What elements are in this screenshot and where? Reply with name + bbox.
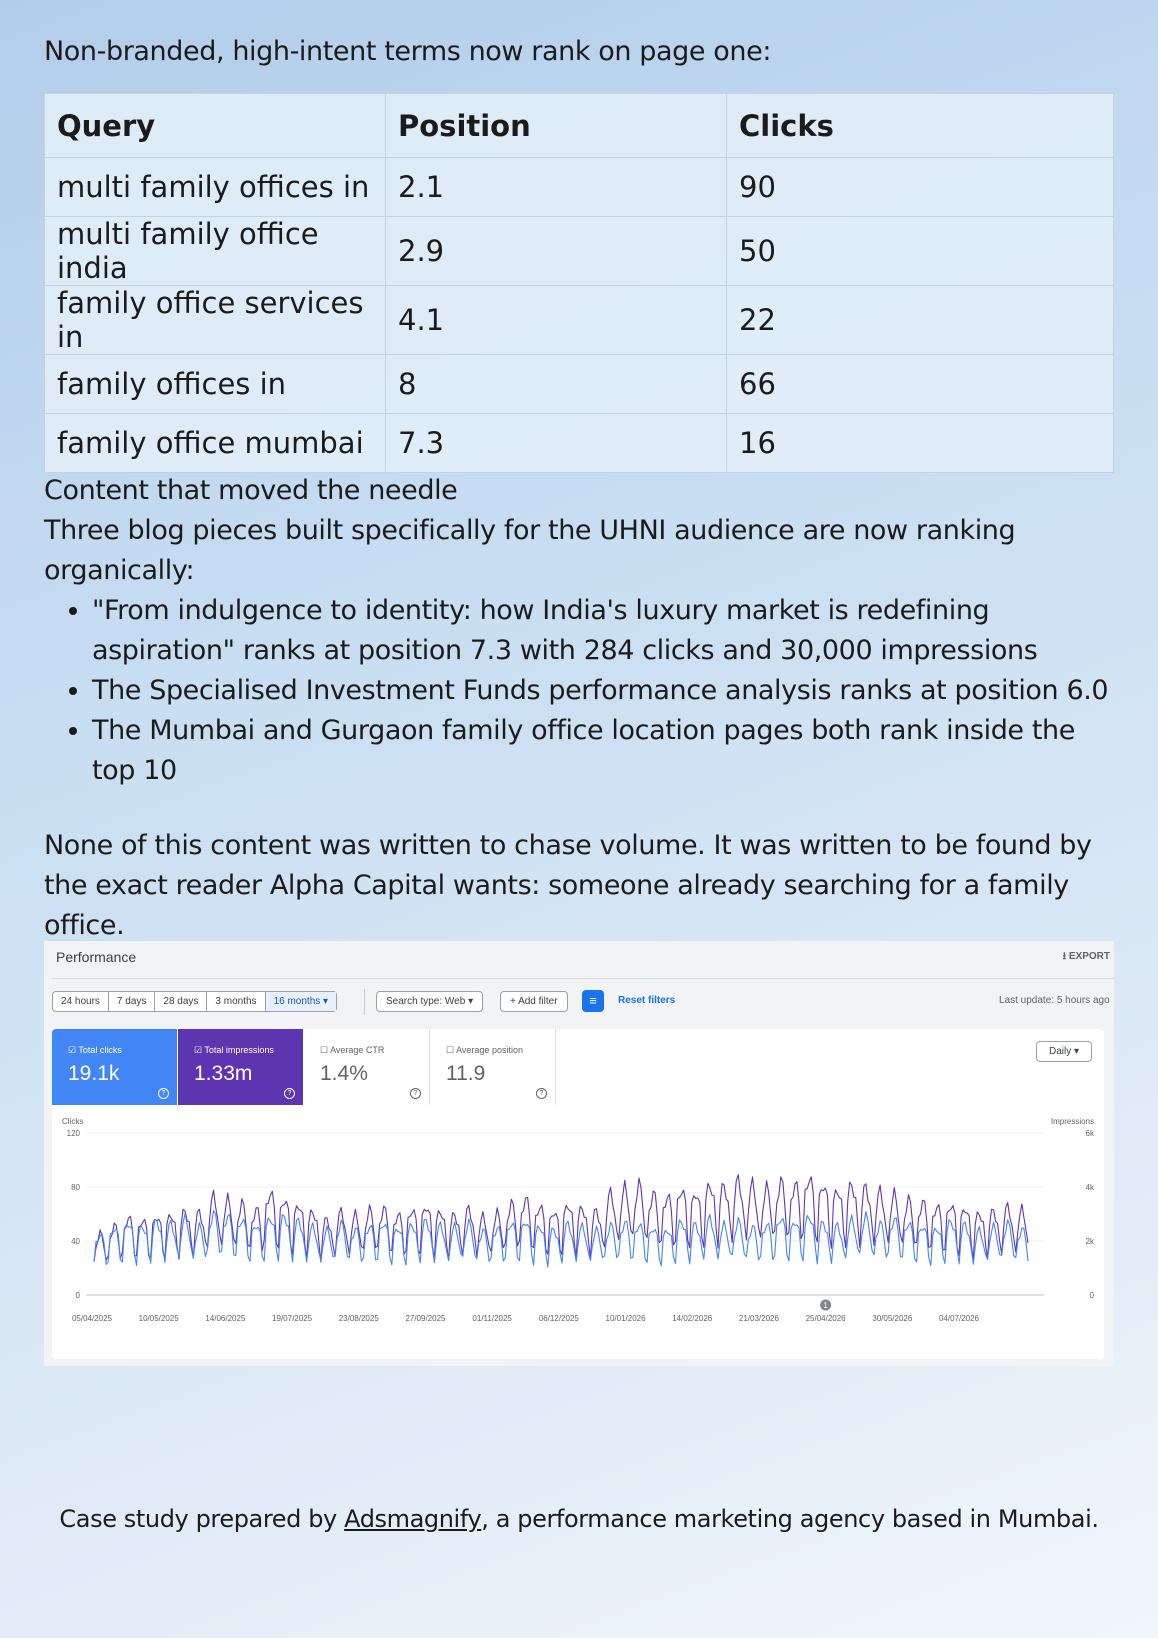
query-cell: multi family offices in [45, 158, 386, 217]
x-tick-label: 27/09/2025 [405, 1314, 446, 1323]
checkbox-checked-icon: ☑ [194, 1045, 205, 1055]
help-icon[interactable]: ? [284, 1088, 295, 1099]
query-cell: family office services in [45, 286, 386, 355]
table-header-row [45, 94, 1114, 158]
checkbox-checked-icon: ☑ [68, 1045, 79, 1055]
checkbox-unchecked-icon: ☐ [320, 1045, 331, 1055]
x-tick-label: 14/06/2025 [205, 1314, 246, 1323]
metric-value: 1.4% [320, 1062, 368, 1085]
filter-icon[interactable]: ≡ [582, 990, 604, 1012]
help-icon[interactable]: ? [158, 1088, 169, 1099]
metric-total-clicks[interactable] [52, 1029, 177, 1105]
x-tick-label: 19/07/2025 [272, 1314, 313, 1323]
right-tick-label: 2k [1085, 1237, 1094, 1246]
left-axis-label: Clicks [62, 1117, 84, 1126]
column-header-query: Query [45, 94, 386, 158]
range-24-hours[interactable]: 24 hours [53, 992, 109, 1011]
x-tick-label: 05/04/2025 [71, 1314, 113, 1323]
x-tick-label: 01/11/2025 [472, 1314, 512, 1323]
table-row [45, 414, 1114, 473]
checkbox-unchecked-icon: ☐ [446, 1045, 457, 1055]
metric-total-impressions[interactable] [178, 1029, 303, 1105]
header-divider [52, 978, 1114, 979]
metric-value: 11.9 [446, 1062, 486, 1085]
table-row [45, 158, 1114, 217]
query-cell: family offices in [45, 355, 386, 414]
last-update-text: Last update: 5 hours ago [999, 995, 1110, 1006]
performance-title: Performance [56, 949, 137, 965]
x-tick-label: 04/07/2026 [938, 1314, 980, 1323]
intro-text: Non-branded, high-intent terms now rank on page one: [44, 36, 772, 67]
table-row [45, 217, 1114, 286]
clicks-cell: 66 [727, 355, 1114, 414]
clicks-cell: 16 [727, 414, 1114, 473]
x-tick-label: 23/08/2025 [338, 1314, 379, 1323]
metric-average-ctr[interactable] [304, 1029, 430, 1105]
position-cell: 2.9 [386, 217, 727, 286]
range-7-days[interactable]: 7 days [109, 992, 155, 1011]
metric-label: Total clicks [78, 1045, 122, 1055]
x-tick-label: 10/05/2025 [138, 1314, 179, 1323]
query-table [44, 93, 1114, 473]
export-button[interactable] [1063, 949, 1110, 966]
performance-screenshot [44, 941, 1114, 1366]
download-icon: ⭳ [1062, 951, 1069, 962]
closing-paragraph: None of this content was written to chase volume. It was written to be found by the exact reader Alpha Capital wants: someone already searching for a family office. [44, 830, 1092, 941]
x-tick-label: 06/12/2025 [538, 1314, 579, 1323]
list-item: • The Specialised Investment Funds performance analysis ranks at position 6.0 [92, 671, 1114, 711]
footer-suffix: , a performance marketing agency based in Mumbai. [481, 1505, 1099, 1533]
agency-link[interactable]: Adsmagnify [344, 1505, 482, 1533]
x-tick-label: 25/04/2026 [805, 1314, 846, 1323]
x-tick-label: 21/03/2026 [738, 1314, 779, 1323]
footer-prefix: Case study prepared by [59, 1505, 345, 1533]
performance-chart [52, 1117, 1104, 1359]
list-item: • The Mumbai and Gurgaon family office location pages both rank inside the top 10 [92, 711, 1114, 791]
x-tick-label: 14/02/2026 [672, 1314, 713, 1323]
annotation-marker-label: 1 [823, 1301, 828, 1310]
help-icon[interactable]: ? [536, 1088, 547, 1099]
table-row [45, 286, 1114, 355]
metric-value: 19.1k [68, 1062, 120, 1085]
left-tick-label: 80 [71, 1183, 80, 1192]
right-tick-label: 6k [1085, 1129, 1094, 1138]
left-tick-label: 0 [75, 1291, 80, 1300]
add-filter-button[interactable]: + Add filter [500, 991, 568, 1012]
search-type-filter[interactable]: Search type: Web ▾ [376, 991, 483, 1012]
footer-credit [0, 1505, 1158, 1533]
x-tick-label: 30/05/2026 [872, 1314, 913, 1323]
left-tick-label: 120 [66, 1129, 80, 1138]
bullet-list [44, 591, 1114, 791]
date-range-selector [52, 991, 337, 1012]
content-section [44, 471, 1114, 791]
position-cell: 7.3 [386, 414, 727, 473]
clicks-cell: 50 [727, 217, 1114, 286]
list-item: • "From indulgence to identity: how India's luxury market is redefining aspiration" ranks at position 7.3 with 284 clicks and 30,000 impressions [92, 591, 1114, 671]
range-3-months[interactable]: 3 months [207, 992, 265, 1011]
column-header-position: Position [386, 94, 727, 158]
clicks-cell: 22 [727, 286, 1114, 355]
position-cell: 8 [386, 355, 727, 414]
position-cell: 4.1 [386, 286, 727, 355]
x-tick-label: 10/01/2026 [605, 1314, 646, 1323]
table-row [45, 355, 1114, 414]
column-header-clicks: Clicks [727, 94, 1114, 158]
query-cell: multi family office india [45, 217, 386, 286]
metric-label: Total impressions [204, 1045, 274, 1055]
toolbar-divider [364, 989, 365, 1015]
right-tick-label: 0 [1089, 1291, 1094, 1300]
right-tick-label: 4k [1085, 1183, 1094, 1192]
help-icon[interactable]: ? [410, 1088, 421, 1099]
left-tick-label: 40 [71, 1237, 80, 1246]
export-label: EXPORT [1068, 951, 1110, 962]
impressions-line [94, 1175, 1028, 1262]
query-cell: family office mumbai [45, 414, 386, 473]
reset-filters-link[interactable]: Reset filters [618, 995, 676, 1006]
clicks-cell: 90 [727, 158, 1114, 217]
metric-value: 1.33m [194, 1062, 253, 1085]
section-lead: Three blog pieces built specifically for the UHNI audience are now ranking organically: [44, 515, 1016, 586]
metric-label: Average CTR [330, 1045, 385, 1055]
right-axis-label: Impressions [1050, 1117, 1094, 1126]
section-heading: Content that moved the needle [44, 475, 458, 506]
position-cell: 2.1 [386, 158, 727, 217]
range-28-days[interactable]: 28 days [155, 992, 207, 1011]
granularity-dropdown[interactable]: Daily ▾ [1036, 1041, 1092, 1062]
chart-card [52, 1029, 1104, 1359]
metric-label: Average position [456, 1045, 523, 1055]
range-16-months[interactable]: 16 months ▾ [266, 992, 337, 1011]
metric-average-position[interactable] [430, 1029, 556, 1105]
